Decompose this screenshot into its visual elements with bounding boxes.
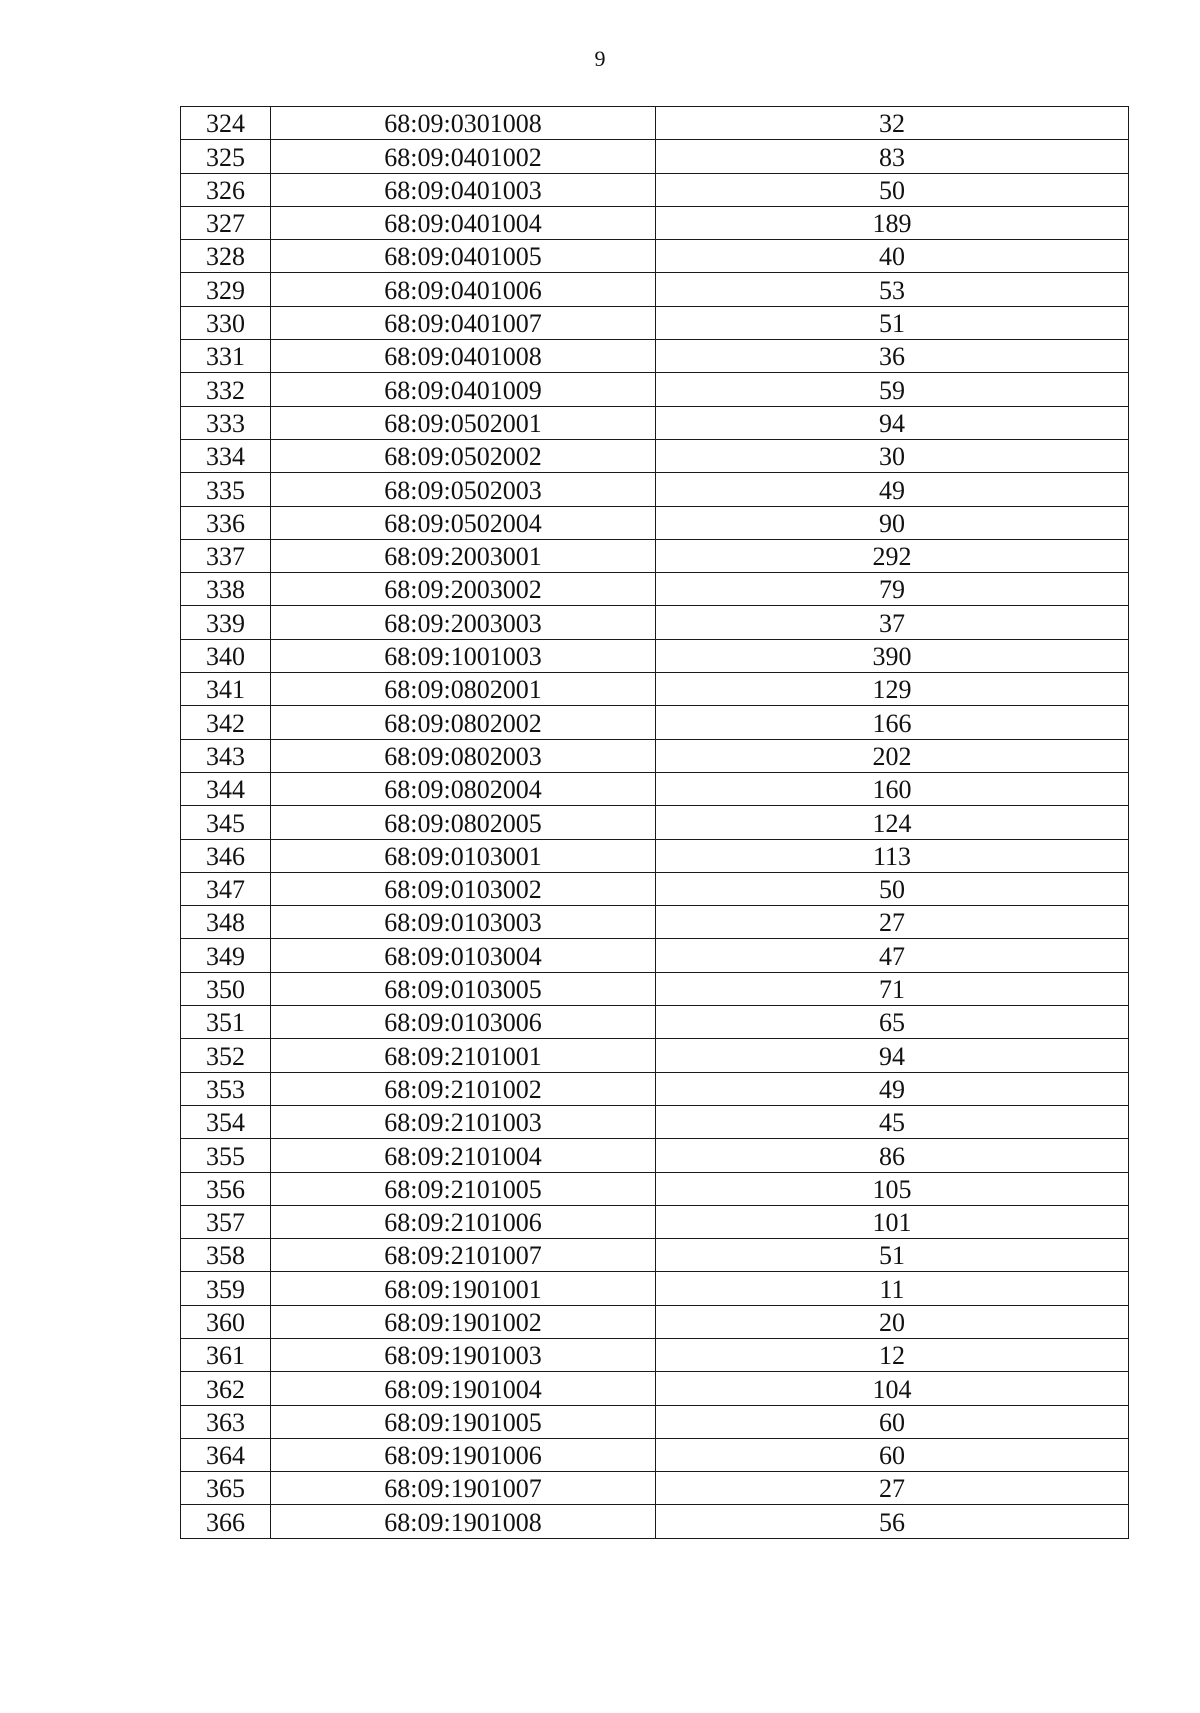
row-number-cell: 324	[181, 107, 271, 140]
value-cell: 104	[656, 1372, 1129, 1405]
row-number-cell: 360	[181, 1305, 271, 1338]
row-number-cell: 346	[181, 839, 271, 872]
value-cell: 27	[656, 906, 1129, 939]
cadastral-code-cell: 68:09:1901007	[271, 1472, 656, 1505]
cadastral-code-cell: 68:09:0401005	[271, 240, 656, 273]
row-number-cell: 362	[181, 1372, 271, 1405]
table-row	[181, 539, 1129, 572]
value-cell: 105	[656, 1172, 1129, 1205]
row-number-cell: 349	[181, 939, 271, 972]
cadastral-code-cell: 68:09:0401002	[271, 140, 656, 173]
value-cell: 50	[656, 173, 1129, 206]
cadastral-code-cell: 68:09:0802005	[271, 806, 656, 839]
table-row	[181, 1305, 1129, 1338]
value-cell: 189	[656, 206, 1129, 239]
table-row	[181, 1105, 1129, 1138]
row-number-cell: 339	[181, 606, 271, 639]
value-cell: 27	[656, 1472, 1129, 1505]
value-cell: 32	[656, 107, 1129, 140]
cadastral-code-cell: 68:09:0502001	[271, 406, 656, 439]
value-cell: 50	[656, 872, 1129, 905]
table-row	[181, 639, 1129, 672]
value-cell: 40	[656, 240, 1129, 273]
row-number-cell: 334	[181, 439, 271, 472]
cadastral-code-cell: 68:09:0103005	[271, 972, 656, 1005]
cadastral-code-cell: 68:09:1001003	[271, 639, 656, 672]
value-cell: 94	[656, 406, 1129, 439]
table-row	[181, 1505, 1129, 1538]
value-cell: 37	[656, 606, 1129, 639]
row-number-cell: 338	[181, 573, 271, 606]
cadastral-code-cell: 68:09:2003002	[271, 573, 656, 606]
value-cell: 12	[656, 1338, 1129, 1371]
row-number-cell: 364	[181, 1438, 271, 1471]
value-cell: 53	[656, 273, 1129, 306]
table-row	[181, 1372, 1129, 1405]
cadastral-code-cell: 68:09:2101007	[271, 1239, 656, 1272]
row-number-cell: 365	[181, 1472, 271, 1505]
table-row	[181, 373, 1129, 406]
row-number-cell: 363	[181, 1405, 271, 1438]
value-cell: 51	[656, 306, 1129, 339]
cadastral-code-cell: 68:09:0103003	[271, 906, 656, 939]
row-number-cell: 359	[181, 1272, 271, 1305]
table-row	[181, 240, 1129, 273]
value-cell: 160	[656, 772, 1129, 805]
table-row	[181, 606, 1129, 639]
cadastral-code-cell: 68:09:1901008	[271, 1505, 656, 1538]
cadastral-code-cell: 68:09:0103006	[271, 1006, 656, 1039]
table-row	[181, 573, 1129, 606]
table-row	[181, 173, 1129, 206]
row-number-cell: 326	[181, 173, 271, 206]
row-number-cell: 335	[181, 473, 271, 506]
table-row	[181, 107, 1129, 140]
row-number-cell: 341	[181, 673, 271, 706]
row-number-cell: 361	[181, 1338, 271, 1371]
cadastral-code-cell: 68:09:2101001	[271, 1039, 656, 1072]
value-cell: 202	[656, 739, 1129, 772]
table-row	[181, 1338, 1129, 1371]
table-row	[181, 673, 1129, 706]
value-cell: 390	[656, 639, 1129, 672]
value-cell: 59	[656, 373, 1129, 406]
table-row	[181, 906, 1129, 939]
value-cell: 71	[656, 972, 1129, 1005]
cadastral-code-cell: 68:09:2101003	[271, 1105, 656, 1138]
row-number-cell: 354	[181, 1105, 271, 1138]
table-row	[181, 939, 1129, 972]
cadastral-code-cell: 68:09:0802004	[271, 772, 656, 805]
value-cell: 129	[656, 673, 1129, 706]
cadastral-table	[180, 106, 1129, 1539]
cadastral-code-cell: 68:09:1901004	[271, 1372, 656, 1405]
cadastral-code-cell: 68:09:0401008	[271, 340, 656, 373]
value-cell: 60	[656, 1438, 1129, 1471]
value-cell: 292	[656, 539, 1129, 572]
value-cell: 20	[656, 1305, 1129, 1338]
cadastral-code-cell: 68:09:0802001	[271, 673, 656, 706]
cadastral-code-cell: 68:09:1901002	[271, 1305, 656, 1338]
value-cell: 166	[656, 706, 1129, 739]
table-row	[181, 972, 1129, 1005]
value-cell: 113	[656, 839, 1129, 872]
table-row	[181, 206, 1129, 239]
row-number-cell: 329	[181, 273, 271, 306]
row-number-cell: 343	[181, 739, 271, 772]
value-cell: 65	[656, 1006, 1129, 1039]
row-number-cell: 325	[181, 140, 271, 173]
row-number-cell: 333	[181, 406, 271, 439]
table-row	[181, 473, 1129, 506]
value-cell: 11	[656, 1272, 1129, 1305]
row-number-cell: 347	[181, 872, 271, 905]
cadastral-code-cell: 68:09:0802002	[271, 706, 656, 739]
row-number-cell: 340	[181, 639, 271, 672]
value-cell: 86	[656, 1139, 1129, 1172]
row-number-cell: 356	[181, 1172, 271, 1205]
table-row	[181, 406, 1129, 439]
value-cell: 60	[656, 1405, 1129, 1438]
cadastral-code-cell: 68:09:0103004	[271, 939, 656, 972]
row-number-cell: 332	[181, 373, 271, 406]
cadastral-code-cell: 68:09:2003001	[271, 539, 656, 572]
row-number-cell: 337	[181, 539, 271, 572]
table-row	[181, 706, 1129, 739]
row-number-cell: 366	[181, 1505, 271, 1538]
row-number-cell: 358	[181, 1239, 271, 1272]
row-number-cell: 345	[181, 806, 271, 839]
value-cell: 45	[656, 1105, 1129, 1138]
cadastral-code-cell: 68:09:2101004	[271, 1139, 656, 1172]
table-row	[181, 1472, 1129, 1505]
row-number-cell: 331	[181, 340, 271, 373]
table-row	[181, 839, 1129, 872]
value-cell: 90	[656, 506, 1129, 539]
cadastral-code-cell: 68:09:0103002	[271, 872, 656, 905]
row-number-cell: 350	[181, 972, 271, 1005]
value-cell: 101	[656, 1205, 1129, 1238]
cadastral-code-cell: 68:09:0103001	[271, 839, 656, 872]
cadastral-code-cell: 68:09:1901005	[271, 1405, 656, 1438]
cadastral-code-cell: 68:09:0401006	[271, 273, 656, 306]
row-number-cell: 353	[181, 1072, 271, 1105]
table-row	[181, 872, 1129, 905]
table-row	[181, 1006, 1129, 1039]
cadastral-code-cell: 68:09:2003003	[271, 606, 656, 639]
cadastral-code-cell: 68:09:1901001	[271, 1272, 656, 1305]
cadastral-code-cell: 68:09:0502004	[271, 506, 656, 539]
cadastral-code-cell: 68:09:0301008	[271, 107, 656, 140]
row-number-cell: 357	[181, 1205, 271, 1238]
table-row	[181, 806, 1129, 839]
cadastral-code-cell: 68:09:0401004	[271, 206, 656, 239]
table-row	[181, 1438, 1129, 1471]
table-row	[181, 340, 1129, 373]
table-row	[181, 1072, 1129, 1105]
table-row	[181, 506, 1129, 539]
value-cell: 83	[656, 140, 1129, 173]
table-row	[181, 1039, 1129, 1072]
value-cell: 79	[656, 573, 1129, 606]
value-cell: 94	[656, 1039, 1129, 1072]
row-number-cell: 355	[181, 1139, 271, 1172]
value-cell: 51	[656, 1239, 1129, 1272]
cadastral-code-cell: 68:09:2101002	[271, 1072, 656, 1105]
row-number-cell: 328	[181, 240, 271, 273]
value-cell: 49	[656, 473, 1129, 506]
value-cell: 30	[656, 439, 1129, 472]
row-number-cell: 330	[181, 306, 271, 339]
table-row	[181, 772, 1129, 805]
cadastral-code-cell: 68:09:2101005	[271, 1172, 656, 1205]
table-row	[181, 140, 1129, 173]
cadastral-code-cell: 68:09:0802003	[271, 739, 656, 772]
row-number-cell: 348	[181, 906, 271, 939]
table-row	[181, 1405, 1129, 1438]
table-row	[181, 739, 1129, 772]
table-row	[181, 1205, 1129, 1238]
cadastral-code-cell: 68:09:0401009	[271, 373, 656, 406]
cadastral-code-cell: 68:09:1901006	[271, 1438, 656, 1471]
row-number-cell: 351	[181, 1006, 271, 1039]
value-cell: 36	[656, 340, 1129, 373]
row-number-cell: 344	[181, 772, 271, 805]
cadastral-code-cell: 68:09:0401007	[271, 306, 656, 339]
cadastral-code-cell: 68:09:0502002	[271, 439, 656, 472]
table-row	[181, 1172, 1129, 1205]
cadastral-code-cell: 68:09:2101006	[271, 1205, 656, 1238]
value-cell: 47	[656, 939, 1129, 972]
value-cell: 56	[656, 1505, 1129, 1538]
row-number-cell: 336	[181, 506, 271, 539]
cadastral-code-cell: 68:09:1901003	[271, 1338, 656, 1371]
table-row	[181, 1139, 1129, 1172]
value-cell: 49	[656, 1072, 1129, 1105]
table-row	[181, 1239, 1129, 1272]
cadastral-code-cell: 68:09:0502003	[271, 473, 656, 506]
cadastral-code-cell: 68:09:0401003	[271, 173, 656, 206]
table-row	[181, 1272, 1129, 1305]
row-number-cell: 342	[181, 706, 271, 739]
page-number: 9	[594, 46, 606, 71]
value-cell: 124	[656, 806, 1129, 839]
table-body	[181, 107, 1129, 1539]
table-row	[181, 306, 1129, 339]
table-row	[181, 273, 1129, 306]
table-row	[181, 439, 1129, 472]
row-number-cell: 352	[181, 1039, 271, 1072]
row-number-cell: 327	[181, 206, 271, 239]
